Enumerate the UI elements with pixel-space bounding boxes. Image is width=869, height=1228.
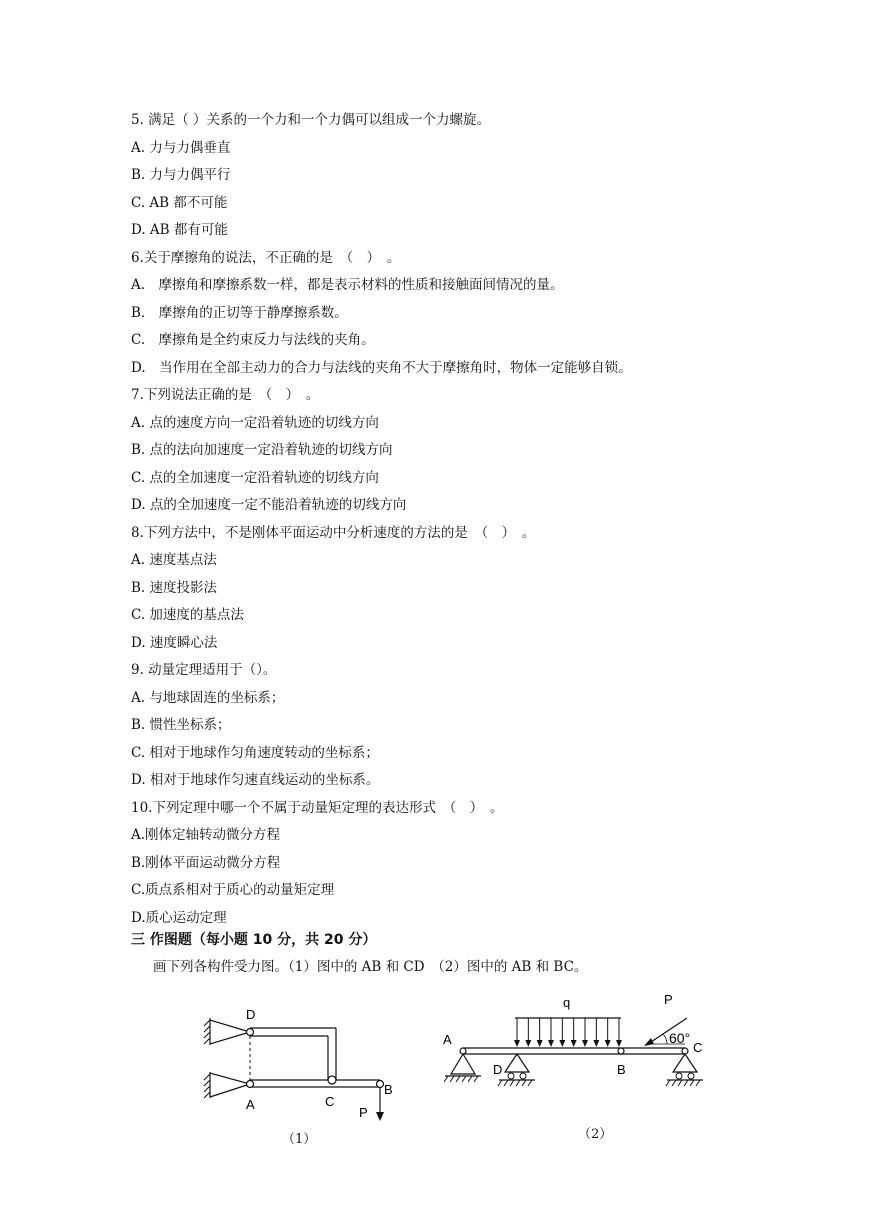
question-option: A.刚体定轴转动微分方程 <box>131 827 281 843</box>
question-option: C. 点的全加速度一定沿着轨迹的切线方向 <box>131 470 379 486</box>
load-arrow-head <box>548 1040 554 1047</box>
figure-2-caption: （2） <box>578 1127 613 1142</box>
force-p-arrow <box>376 1112 384 1121</box>
load-arrow-head <box>582 1040 588 1047</box>
pin-a <box>247 1081 254 1088</box>
label-b: B <box>384 1082 393 1097</box>
question-option: A. 力与力偶垂直 <box>131 140 231 156</box>
question-option: B. 速度投影法 <box>131 580 218 596</box>
question-option: C. 加速度的基点法 <box>131 607 244 623</box>
question-option: B. 力与力偶平行 <box>131 167 231 183</box>
question-option: B. 摩擦角的正切等于静摩擦系数。 <box>131 305 348 321</box>
load-arrow-head <box>571 1040 577 1047</box>
label-p: P <box>359 1105 368 1120</box>
load-arrow-head <box>605 1040 611 1047</box>
question-option: D.质心运动定理 <box>131 910 227 926</box>
distributed-load-arrows <box>514 1018 622 1047</box>
section-title: 三 作图题（每小题 10 分，共 20 分） <box>131 932 377 948</box>
question-option: B. 点的法向加速度一定沿着轨迹的切线方向 <box>131 442 393 458</box>
question-option: C. 摩擦角是全约束反力与法线的夹角。 <box>131 332 375 348</box>
force-p2-arrow <box>644 1038 654 1046</box>
load-arrow-head <box>525 1040 531 1047</box>
label-a2: A <box>443 1032 452 1047</box>
question-option: D. AB 都有可能 <box>131 222 228 238</box>
figure-1 <box>200 1000 400 1125</box>
question-option: A. 与地球固连的坐标系； <box>131 690 285 706</box>
label-d: D <box>246 1007 256 1022</box>
question-option: D. 相对于地球作匀速直线运动的坐标系。 <box>131 772 380 788</box>
pin-b2 <box>618 1048 624 1054</box>
label-c2: C <box>693 1040 703 1055</box>
figure-2 <box>435 990 735 1105</box>
question-stem: 6.关于摩擦角的说法，不正确的是 （ ） 。 <box>131 250 401 266</box>
question-stem: 7.下列说法正确的是 （ ） 。 <box>131 387 320 403</box>
label-c: C <box>325 1094 335 1109</box>
support-a-triangle <box>210 1073 250 1097</box>
pin-b <box>377 1081 384 1088</box>
question-option: B. 惯性坐标系； <box>131 717 231 733</box>
label-angle: 60° <box>669 1030 691 1046</box>
load-arrow-head <box>559 1040 565 1047</box>
label-b2: B <box>617 1062 626 1077</box>
load-arrow-head <box>537 1040 543 1047</box>
pin-c <box>328 1076 336 1084</box>
question-option: C. AB 都不可能 <box>131 195 228 211</box>
question-option: D. 当作用在全部主动力的合力与法线的夹角不大于摩擦角时，物体一定能够自锁。 <box>131 360 632 376</box>
question-option: A. 点的速度方向一定沿着轨迹的切线方向 <box>131 415 379 431</box>
label-d2: D <box>493 1062 503 1077</box>
question-stem: 5. 满足（ ）关系的一个力和一个力偶可以组成一个力螺旋。 <box>131 112 490 128</box>
figure-1-caption: （1） <box>282 1132 317 1147</box>
load-arrow-head <box>514 1040 520 1047</box>
load-arrow-head <box>593 1040 599 1047</box>
load-arrow-head <box>616 1040 622 1047</box>
question-stem: 8.下列方法中，不是刚体平面运动中分析速度的方法的是 （ ） 。 <box>131 525 536 541</box>
section-instruction: 画下列各构件受力图。（1）图中的 AB 和 CD （2）图中的 AB 和 BC。 <box>153 959 588 975</box>
question-option: A. 速度基点法 <box>131 552 217 568</box>
question-stem: 9. 动量定理适用于（）。 <box>131 662 277 678</box>
question-option: B.刚体平面运动微分方程 <box>131 855 281 871</box>
question-option: D. 速度瞬心法 <box>131 635 218 651</box>
question-stem: 10.下列定理中哪一个不属于动量矩定理的表达形式 （ ） 。 <box>131 800 504 816</box>
question-option: C. 相对于地球作匀角速度转动的坐标系； <box>131 745 379 761</box>
label-q: q <box>563 995 571 1010</box>
label-a: A <box>246 1097 255 1112</box>
question-option: C.质点系相对于质心的动量矩定理 <box>131 882 335 898</box>
question-option: A. 摩擦角和摩擦系数一样，都是表示材料的性质和接触面间情况的量。 <box>131 277 564 293</box>
pin-d <box>247 1029 254 1036</box>
support-d-triangle <box>210 1020 250 1044</box>
label-p2: P <box>664 992 673 1007</box>
question-option: D. 点的全加速度一定不能沿着轨迹的切线方向 <box>131 497 407 513</box>
